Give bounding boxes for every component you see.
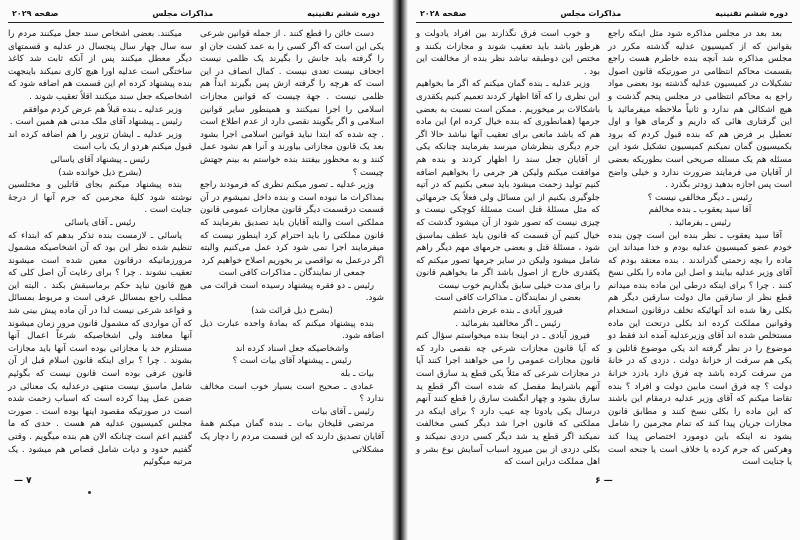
speaker-line: رئیس ـ بفرمائید . bbox=[669, 217, 731, 228]
speaker-line: رئیس ـ اگر مخالفید بفرمائید . bbox=[455, 318, 561, 329]
paragraph: وزیر عدلیه ـ بنده گمان میکنم که اگر ما بخواهیم این نظری را که آقا اظهار کردند تعمیم کنیم یکقدری باشکالات بر میخوریم . ممکن است نسبت به بعضی جرمها (همانطوری که بنده خیال کرده ام) این ماده هم که باشد مانعی برای تعقیب آنها نباشد حالا اگر جرم دیگری بنظرشان میرسد بفرمایند چنانکه یکی از آقایان جعل سند را اظهار کردند و بنده هم موافقت میکنم ولیکن هر جرمی را بخواهیم اضافه کنیم تولید زحمت میشود باید سعی بکنیم که در آتیه جلوگیری بکنیم از این مسائل ولی فعلاً یک جرمهائی که مثل مسئلهٔ قتل است مسئلهٔ کوچکی نیست و چیزی نیست که تصور شود از آن میشود گذشت که خیال کنیم آن قسمت که قانون باید عطف بماسبق شود ، مسئلهٔ قتل و بعضی جرمهای مهم دیگر راهم شامل میشود ولیکن در سایر جرمها تصور میکنم که یکقدری خارج از اصول باشد اگر ما بخواهیم قانون را برای مدت خیلی سابق بگذاریم خوب نیست bbox=[416, 79, 600, 291]
left-page bbox=[0, 0, 392, 540]
speaker-line: واشخاصیکه جعل اسناد کرده اند bbox=[235, 343, 349, 354]
paragraph: آقا سید یعقوب ـ نظر بنده این است چون بنده خودم عضو کمیسیون عدلیه بودم و خدا میداند این ماده را بچه زحمتی گذراندند . بنده معتقد بودم که آقای وزیر عدلیه بیایند و اصل این ماده را بکلی نسخ کنند . چرا ؟ برای اینکه درطی این ماده بنده میدانم قطع نظر از سارقین مال دولت سارقین دیگر هم بکلی رها شده اند آنهائیکه تخلف درقانون استخدام وقوانین مملکت کرده اند بکلی درتحت این ماده مستخلص شده اند آقای وزیرعدلیه آمده اند فقط دو موضوع را در نظر گرفته اند یکی موضوع قاتلین و یکی هم سرقت از خزانهٔ دولت . دزدی که در خانهٔ من سرقت کرده باشد چه فرق دارد بادزد خزانهٔ دولت ؟ چه فرق است مابین دولت و افراد ؟ بنده تقاضا میکنم که آقای وزیر عدلیه درمقام این باشند که این ماده را بکلی نسخ کنند و مطابق قانون مجازات جریان پیدا کند که تمام مجرمین را شامل بشود نه اینکه باین دومورد اختصاص پیدا کند وهرکس که جرم کرده یا خلاف است یا جنحه است یا جنایت است bbox=[608, 230, 792, 468]
text-columns bbox=[8, 28, 384, 469]
text-column-left bbox=[8, 28, 192, 469]
session-label: دوره ششم تقنینیه bbox=[715, 9, 788, 18]
paragraph: وزیر عدلیه ـ بنده قبلاً هم عرض کردم موافقم bbox=[22, 104, 182, 115]
text-columns bbox=[416, 28, 792, 469]
paragraph: فیروز آبادی ـ در اینجا بنده میخواستم سؤال کنم که آیا قانون مجازات شرعی چه نقصی دارد که قانون مجازات عمومی را می خواهند اجرا کنند آیا در مجازات شرعی که مثلاً یکی قطع ید سارق است آنهم باشرایط مفصل که شده است اگر قطع ید سارق بشود و چهار انگشت سارق را قطع کنند آنهم درسال یکی یادوتا چه عیب دارد ؟ برای اینکه در مملکتی که قانون اجرا شد دیگر کسی مخالفت نمیکند اگر قطع ید شد دیگر کسی دزدی نمیکند و بکلی دزدی از بین میرود اسباب آسایش نوع بشر و اهل مملکت دراین است که bbox=[416, 331, 600, 468]
paragraph: بنده پیشنهاد میکنم بجای قاتلین و مختلسین نوشته شود کلیهٔ مجرمین که جرم آنها از درجهٔ جنایت است . bbox=[8, 180, 192, 216]
speaker-line: رئیس ـ پیشنهاد آقای یاسائی bbox=[50, 154, 150, 165]
session-label: دوره ششم تقنینیه bbox=[307, 9, 380, 18]
paragraph: وزیر عدلیه ـ ایشان تزویر را هم اضافه کرده اند قبول میکنم هردو از یک باب است bbox=[8, 129, 192, 153]
text-column-right bbox=[608, 28, 792, 469]
speaker-line: رئیس ـ آقای یاسائی bbox=[64, 217, 136, 228]
paragraph: بعد بعد در مجلس مذاکره شود مثل اینکه راجع بقوانین که از کمیسیون عدلیه گذشته مکرر در مجلس مذاکره شد آنچه بنده خاطرم هست راجع بقسمت محاکم انتظامی در صورتیکه قانون اصول تشکیلات در کمیسیون عدلیه گذشته بود بعضی مواد راجع به محاکم انتظامی در مجلس پنجم گذشت و هیچ اشکالی هم ندارد و ثانیاً ملاحظه میفرمائید با این گرفتاری هائی که داریم و گرمای هوا و اول تعطیل بر فرض هم که بنده قبول کردم که برود بکمیسیون گمان نمیکنم کمیسیون تشکیل شود این مسئله هم یک مسئله صریحی است بطوریکه بعضی از آقایان می فرمایند ضرورت ندارد و خیلی واضح است پس اجازه بدهید زودتر بگذرد . bbox=[608, 29, 792, 191]
page-number: صفحه ۲۰۲۸ bbox=[420, 9, 467, 18]
speaker-line: رئیس ـ دیگر مخالفی نیست ؟ bbox=[647, 192, 753, 203]
paragraph: و خوب است فرق نگذارند بین افراد یادولت و هرطور باشد باید تعقیب شوند و مجازات بکنند و مختص این دوطبقه نباشد نظر بنده از مخالفت این بود . bbox=[416, 29, 600, 77]
page-footer-number: ۷ — bbox=[14, 475, 32, 486]
running-title: مذاکرات مجلس bbox=[152, 9, 214, 18]
book-spine bbox=[392, 0, 408, 540]
text-column-right bbox=[200, 28, 384, 456]
speaker-line: (بشرح ذیل خوانده شد) bbox=[58, 167, 142, 178]
right-page bbox=[408, 0, 800, 540]
speaker-line: بعضی از نمایندگان ـ مذاکرات کافی است bbox=[435, 293, 581, 304]
paragraph: میکنند. بعضی اشخاص سند جعل میکنند مردم را سه سال چهار سال پنجسال در عدلیه و قسمتهای دیگر معطل میکنند پس از آنکه ثابت شد کاغذ ساختگی است عدلیه اورا هیچ کاری نمیکند باینجهت بنده پیشنهاد کرده ام این قسمت هم اضافه شود که اشخاصیکه جعل سند میکنند اقلاً تعقیب شوند . bbox=[8, 29, 192, 102]
paragraph: رئیس ـ آقای بیات bbox=[311, 406, 374, 417]
paragraph: بنده پیشنهاد میکنم که بمادهٔ واحده عبارت ذیل اضافه شود. bbox=[200, 318, 384, 342]
text-column-left bbox=[416, 28, 600, 469]
speaker-line: آقا سید یعقوب ـ بنده مخالفم bbox=[648, 205, 752, 216]
speaker-line: فیروز آبادی ـ بنده عرض داشتم bbox=[453, 306, 563, 317]
paragraph: بیات ـ بله bbox=[340, 369, 374, 380]
paragraph: رئیس ـ پیشنهاد آقای ملک مدنی هم همین است . bbox=[9, 117, 182, 128]
page-footer-number: — ۶ bbox=[595, 475, 613, 486]
paragraph: مرتضی قلیخان بیات ـ بنده گمان میکنم همهٔ آقایان تصدیق دارند که این قسمت مردم را دچار یک مشکلاتی bbox=[200, 419, 384, 455]
paragraph: وزیر عدلیه ـ تصور میکنم نظری که فرمودند راجع بمذاکرات ما نبوده است و بنده داخل نمیشوم در آن قسمت درقسمت دیگر قانون مجازات عمومی قانون مملکتی است والبته آقایان باید تصدیق بفرمایند که قانون مملکتی را باید احترام کرد اینطور نیست که میفرمایند اجرا نمی شود کرد عمل می‌کنیم والبته اگر درعمل به نواقصی بر بخوریم اصلاح خواهیم کرد bbox=[200, 180, 384, 266]
page-header bbox=[416, 8, 792, 23]
paragraph: دست خائن را قطع کنند . از جمله قوانین شرعی یکی این است که اگر کسی را به عمد کشت جان او را گرفته باید جانش را بگیرند یک ظلمی نیست اجحاف نیست تعدی نیست . کمال انصاف در این است که هرچه را گرفته ازش پس بگیرند ابداً هم ظلمی نیست . جهة چیست که قوانین مجازات اسلامی را اجرا نمیکنند و همینطور سایر قوانین اسلامی و اگر بگویند نقصی دارد از عدم اطلاع است . چه شده که ابتدا نباید قوانین اسلامی اجرا بشود بعد یک قانون مجازاتی بیاورند و آنرا هم نشود عمل کنند و به محظور بیفتند بنده خواستم به بینم جهتش چیست ؟ bbox=[200, 29, 384, 178]
paragraph: عمادی ـ صحیح است بسیار خوب است مخالف ندارد ؟ bbox=[200, 381, 384, 405]
speaker-line: رئیس ـ پیشنهاد آقای بیات است ؟ bbox=[232, 356, 352, 367]
scan-speck bbox=[88, 491, 91, 494]
paragraph: یاسائی ـ لازمست بنده تذکر بدهم که ابتداء که تنظیم شده نظر این بود که آن اشخاصیکه مشمول مرورزمانیکه درقانون معین شده است میشوند تعقیب نشوند . چرا ؟ برای رعایت آن اصل کلی که هیچ قانون نباید حکم برماسبقش بکند . البته این مطلب راجع بمسائل عرفی است و مربوط بمسائل و قواعد شرعی نیست لذا در آن ماده پیش بینی شد که آن مواردی که مشمول قانون مرور زمان میشوند آنها معافند ولی اشخاصیکه شرعاً اعمال آنها مستلزم حد یا مجازاتی بوده است آنها باید مجازات بشوند . چرا ؟ برای اینکه قانون اسلام قبل از آن قانون عرفی بوده است قانون نیست که بگوئیم شامل ماسبق نیست منتهی درعدلیه یک معنائی در ضمن عمل پیدا کرده است که اسباب زحمت شده است در صورتیکه مقصود اینها بوده است . صورت مجلس کمیسیون عدلیه هم هست . حدی که ما گفتیم اعم است چنانکه الان هم بنده میگویم . وقتی گفتیم حدود و دیات شامل قصاص هم میشود . یک مرتبه میگوئیم bbox=[8, 230, 192, 468]
speaker-line: جمعی از نمایندگان ـ مذاکرات کافی است bbox=[218, 268, 366, 279]
paragraph: رئیس ـ دو فقره پیشنهاد رسیده است قرائت می شود. bbox=[200, 280, 384, 304]
running-title: مذاکرات مجلس bbox=[560, 9, 622, 18]
page-header bbox=[8, 8, 384, 23]
page-number: صفحه ۲۰۲۹ bbox=[12, 9, 59, 18]
speaker-line: (بشرح ذیل قرائت شد) bbox=[251, 306, 333, 317]
